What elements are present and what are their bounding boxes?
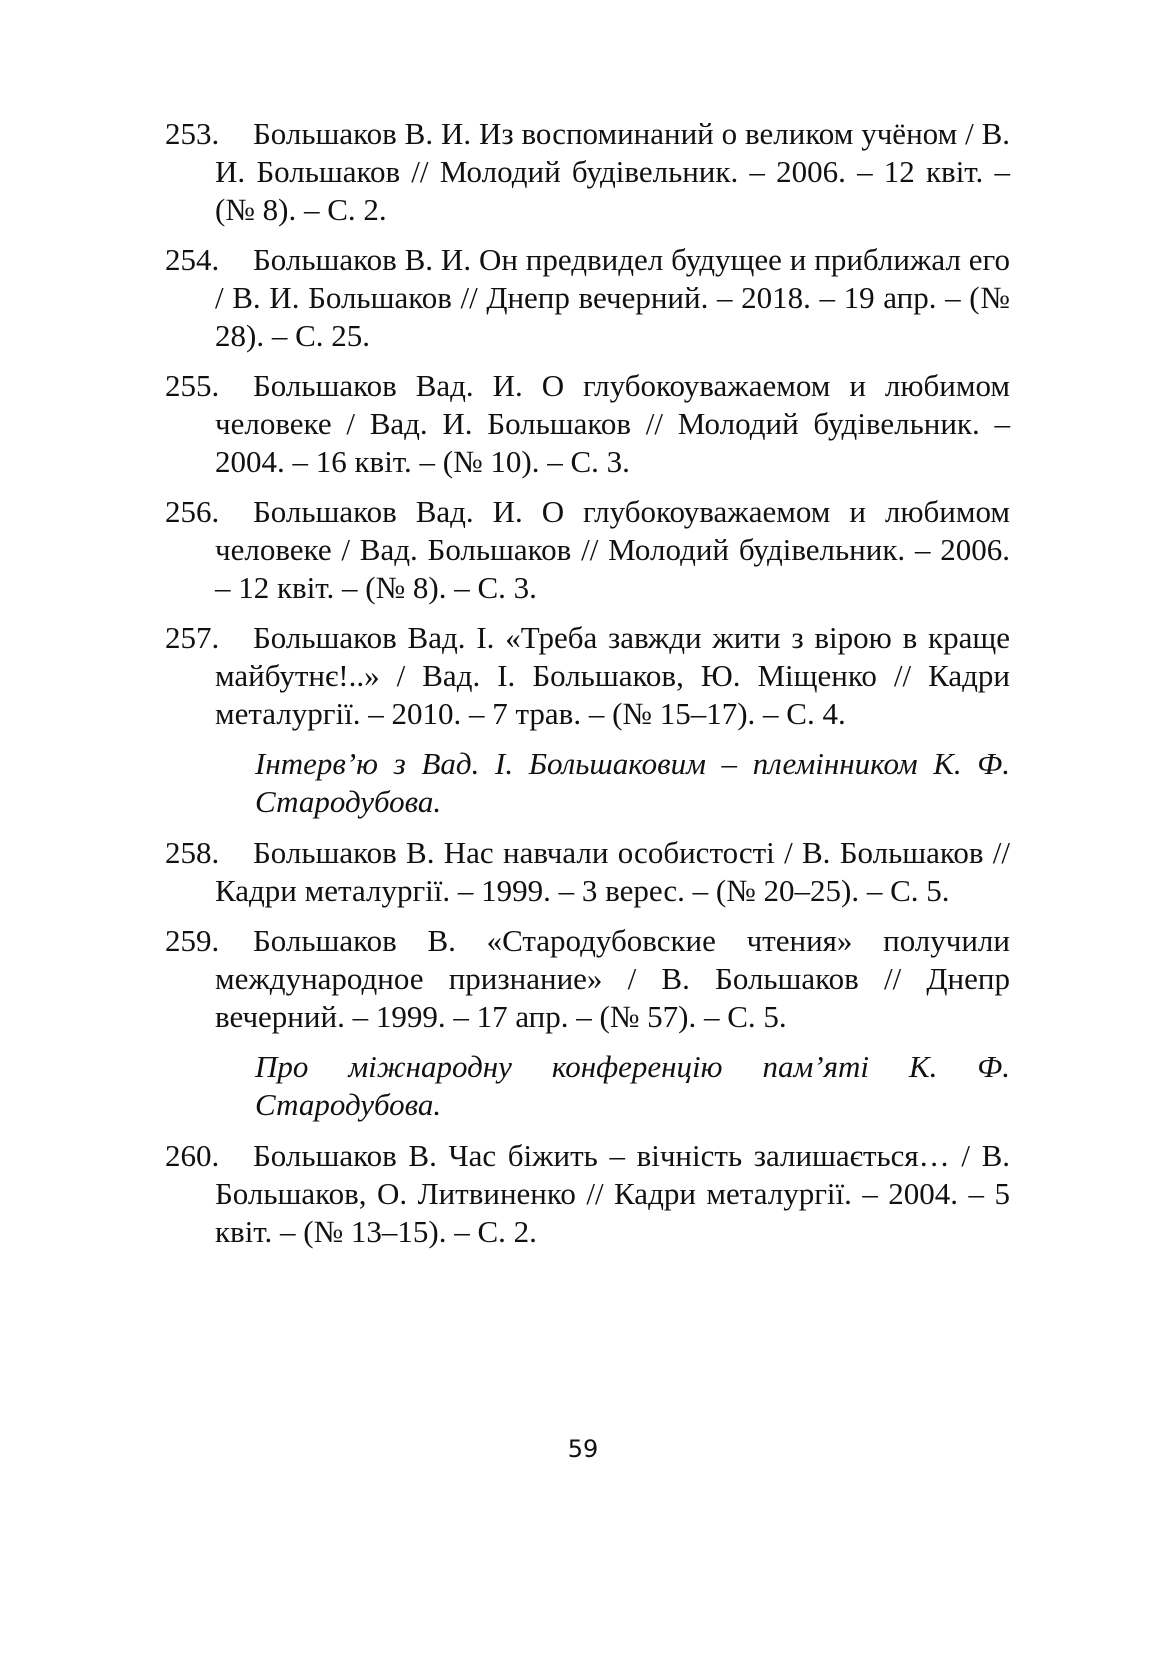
page-number: 59	[567, 1435, 599, 1463]
bibliography-list	[165, 115, 1010, 1263]
entry-text: Большаков В. Нас навчали особистості / В. Большаков // Кадри металургії. – 1999. – 3 верес. – (№ 20–25). – С. 5.	[215, 835, 1010, 908]
entry-number: 260.	[165, 1138, 220, 1173]
entry-text: Большаков В. И. Из воспоминаний о великом учёном / В. И. Большаков // Молодий будівельник. – 2006. – 12 квіт. – (№ 8). – С. 2.	[215, 116, 1010, 227]
bibliography-entry-253	[165, 115, 1010, 229]
bibliography-entry-257	[165, 619, 1010, 733]
entry-text: Большаков В. Час біжить – вічність залишається… / В. Большаков, О. Литвиненко // Кадри металургії. – 2004. – 5 квіт. – (№ 13–15). – С. 2.	[215, 1138, 1010, 1249]
entry-text: Большаков Вад. И. О глубокоуважаемом и любимом человеке / Вад. Большаков // Молодий будівельник. – 2006. – 12 квіт. – (№ 8). – С. 3.	[215, 494, 1010, 605]
entry-annotation-257: Інтерв’ю з Вад. І. Большаковим – племінником К. Ф. Стародубова.	[255, 746, 1010, 819]
entry-number: 258.	[165, 835, 220, 870]
entry-number: 255.	[165, 368, 220, 403]
entry-number: 256.	[165, 494, 220, 529]
bibliography-entry-258	[165, 834, 1010, 910]
entry-number: 253.	[165, 116, 220, 151]
entry-text: Большаков Вад. І. «Треба завжди жити з вірою в краще майбутнє!..» / Вад. І. Большаков, Ю. Міщенко // Кадри металургії. – 2010. – 7 трав. – (№ 15–17). – С. 4.	[215, 620, 1010, 731]
entry-text: Большаков В. И. Он предвидел будущее и приближал его / В. И. Большаков // Днепр вечерний. – 2018. – 19 апр. – (№ 28). – С. 25.	[215, 242, 1010, 353]
entry-number: 257.	[165, 620, 220, 655]
bibliography-entry-254	[165, 241, 1010, 355]
bibliography-entry-260	[165, 1137, 1010, 1251]
entry-text: Большаков Вад. И. О глубокоуважаемом и любимом человеке / Вад. И. Большаков // Молодий будівельник. – 2004. – 16 квіт. – (№ 10). – С. 3.	[215, 368, 1010, 479]
bibliography-entry-256	[165, 493, 1010, 607]
entry-number: 259.	[165, 923, 220, 958]
entry-number: 254.	[165, 242, 220, 277]
entry-annotation-259: Про міжнародну конференцію пам’яті К. Ф. Стародубова.	[255, 1049, 1010, 1122]
bibliography-entry-255	[165, 367, 1010, 481]
entry-text: Большаков В. «Стародубовские чтения» получили международное признание» / В. Большаков // Днепр вечерний. – 1999. – 17 апр. – (№ 57). – С. 5.	[215, 923, 1010, 1034]
bibliography-entry-259	[165, 922, 1010, 1036]
